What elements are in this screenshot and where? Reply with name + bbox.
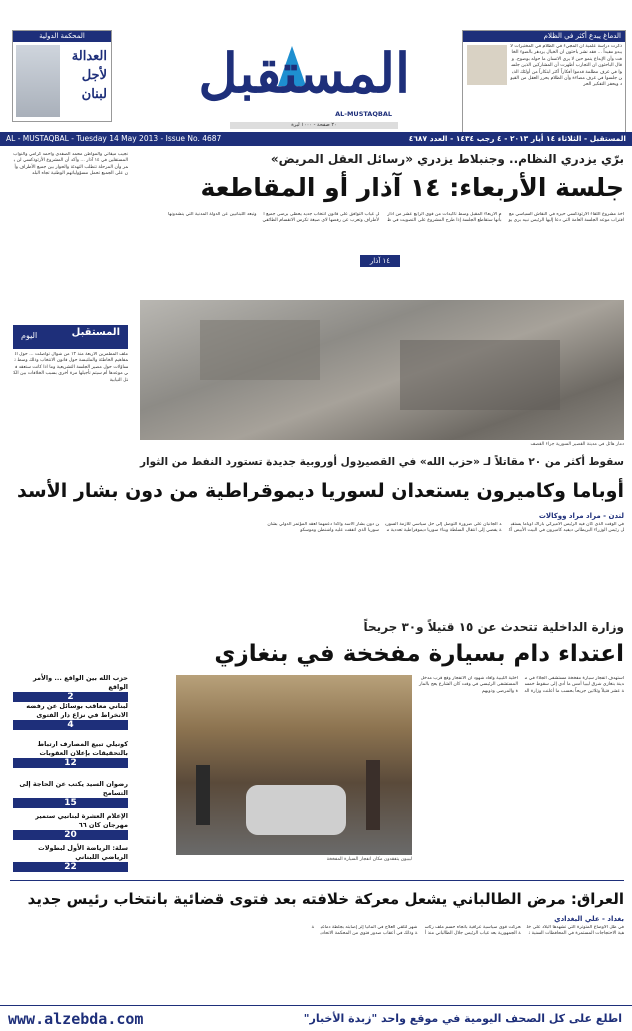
- story3-kicker: وزارة الداخلية تتحدث عن ١٥ قتيلاً و٣٠ جريحاً: [363, 620, 624, 634]
- photo3-caption: ليبيون يتفقدون مكان انفجار السيارة المفخخة: [326, 857, 412, 862]
- index-page: 22: [13, 862, 128, 872]
- tribunal-label: المحكمة الدولية: [13, 31, 111, 42]
- footer-banner[interactable]: [0, 1005, 632, 1031]
- index-item[interactable]: [13, 780, 128, 808]
- index-item[interactable]: [13, 812, 128, 840]
- sidebar-ad-brand: المستقبل: [71, 327, 120, 338]
- index-label: كونيلي تبيع المصارف ارتباط بالتحقيقات بإعلان العقوبات: [37, 740, 128, 757]
- story1-headline[interactable]: جلسة الأربعاء: ١٤ آذار أو المقاطعة: [200, 173, 624, 202]
- top-news-text: ذكرت دراسة علمية أن المجيء في الظلام في المختبرات لا يبدو مفيداً ... فقد نشر باحثون ان الخيال يزدهر بالضوء الخافت وأن الإبداع ينمو حين لا يرى الانسان ما حوله بوضوح. وقال الباحثون ان التجارب أظهرت أن المشاركين الذين جلسوا في غرف مظلمة قدموا أفكاراً أكثر ابتكاراً من أولئك الذين جلسوا في غرف مضاءة وأن الظلام يحرر العقل من القيود ويحفز التفكير الحر: [510, 44, 622, 88]
- divider: [10, 880, 624, 881]
- story2-kicker-bar: [140, 456, 624, 470]
- ribbon-arabic: المستقبل - الثلاثاء ١٤ أيار ٢٠١٣ - ٤ رجب ١٤٣٤ - العدد ٤٦٨٧: [408, 134, 626, 143]
- sidebar-mid-text: ملف المطمرين الأربعة منذ ١٢ من شوال تواصلت ... حول المفاهيم الخاطئة والملتبسة حول قانون الانتخاب وذلك وسط تساؤلات حول مصير الجلسة التشريعية وما اذا كانت ستعقد في موعدها أم سيتم تأجيلها مرة أخرى بسبب الخلافات بين الكتل النيابية: [13, 352, 128, 383]
- index-page: 12: [13, 758, 128, 768]
- index-page: 15: [13, 798, 128, 808]
- index-page: 4: [13, 720, 128, 730]
- story1-box: ١٤ آذار: [360, 255, 400, 267]
- ribbon-latin: AL - MUSTAQBAL - Tuesday 14 May 2013 - Issue No. 4687: [6, 134, 222, 143]
- photo1-caption: دمار هائل في مدينة القصير السورية جراء القصف: [530, 442, 624, 447]
- index-page: 20: [13, 830, 128, 840]
- logo-text: المستقبل: [198, 41, 410, 105]
- index-label: لبناني معاقب بوسائل عن رفضه الانخراط في نزاع دار الفتوى: [26, 702, 128, 719]
- index-item[interactable]: [13, 844, 128, 872]
- story1-text: أخذ مشروع اللقاء الأرثوذكسي حيزه في النقاش السياسي مع اقتراب موعد الجلسة العامة التي دعا إليها الرئيس نبيه بري يوم الأربعاء المقبل وسط تأكيدات من قوى الرابع عشر من آذار بأنها ستقاطع الجلسة إذا طرح المشروع على التصويت في ظل غياب التوافق على قانون انتخاب جديد يحظى برضى جميع الأطراف وتعرب عن رفضها لاي صيغة تكرس الانقسام الطائفي وتبعد اللبنانيين عن الدولة المدنية التي ينشدونها: [167, 212, 624, 224]
- sidebar-ad-tag: اليوم: [21, 331, 38, 340]
- story1-photo: [140, 300, 624, 440]
- portrait-photo: [16, 45, 60, 117]
- index-label: حزب الله بين الواقع ... والأمر الواقع: [32, 674, 128, 691]
- index-page: 2: [13, 692, 128, 702]
- sidebar-ad[interactable]: [13, 325, 128, 349]
- story2-kicker2: دول أوروبية جديدة تستورد النفط من الثوار: [140, 456, 362, 468]
- index-label: الإعلام العشرة لبنانيي ستمير مهرجان كان ٦٦: [35, 812, 128, 829]
- story3-headline[interactable]: اعتداء دام بسيارة مفخخة في بنغازي: [214, 641, 624, 667]
- story2-headline[interactable]: أوباما وكاميرون يستعدان لسوريا ديموقراطية من دون بشار الأسد: [17, 480, 624, 502]
- tribunal-slogan: العدالة لأجل لبنان: [71, 49, 107, 102]
- sidebar-top-text: نجيب ميقاتي والمواطن محمد الصفدي وأحمد كرامي والنواب المستقلين في ١٤ آذار ... وأكد أن المشروع الأرثوذكسي لن يمر وأن المرحلة تتطلب التهدئة والحوار بين جميع الأطراف وأن على الجميع تحمل مسؤولياتهم الوطنية تجاه البلد: [13, 152, 128, 177]
- story4-byline: بغداد - علي البغدادي: [554, 915, 624, 923]
- top-news-title: الدماغ يبدع أكثر في الظلام: [463, 31, 625, 42]
- price-strip: ٢٠ صفحة - ١٠٠٠ ليرة: [230, 122, 398, 129]
- index-item[interactable]: [13, 674, 128, 702]
- top-news-box[interactable]: [462, 30, 626, 134]
- footer-tagline: اطلع على كل الصحف اليومية في موقع واحد "زبدة الأخبار": [303, 1012, 622, 1025]
- top-news-photo: [467, 45, 507, 85]
- index-item[interactable]: [13, 702, 128, 730]
- footer-site[interactable]: www.alzebda.com: [8, 1010, 144, 1028]
- index-label: سلة: الرياضة الأول لبطولات الرياضي اللبناني: [38, 844, 128, 861]
- logo-latin: AL-MUSTAQBAL: [335, 110, 392, 118]
- story2-kicker: سقوط أكثر من ٢٠ مقاتلاً لـ «حزب الله» في القصير: [358, 456, 624, 468]
- index-item[interactable]: [13, 740, 128, 768]
- story2-byline: لندن - مراد مراد ووكالات: [538, 512, 624, 520]
- story4-text: في ظل الأوضاع المتوترة التي تشهدها البلاد على خلفية الاحتجاجات المستمرة في المحافظات السنية تحركت قوى سياسية عراقية باتجاه حسم ملف رئاسة الجمهورية بعد غياب الرئيس جلال الطالباني منذ أشهر لتلقي العلاج في ألمانيا إثر إصابته بجلطة دماغية وذلك في أعقاب صدور فتوى من المحكمة الاتحادية: [311, 925, 624, 937]
- date-ribbon: [0, 132, 632, 146]
- story3-text: استهدف انفجار سيارة مفخخة مستشفى الجلاء في مدينة بنغازي شرق ليبيا أمس ما أدى إلى سقوط خمسة عشر قتيلاً وثلاثين جريحاً بحسب ما أعلنت وزارة الداخلية الليبية وأفاد شهود أن الانفجار وقع قرب مدخل المستشفى الرئيسي في وقت كان الشارع يعج بالمارة والمرضى وذويهم: [419, 676, 624, 694]
- story4-headline[interactable]: العراق: مرض الطالباني يشعل معركة خلافته بعد فتوى قضائية بانتخاب رئيس جديد: [27, 890, 624, 908]
- story2-text: في الوقت الذي كان فيه الرئيس الأميركي باراك أوباما يستقبل رئيس الوزراء البريطاني ديفيد كاميرون في البيت الأبيض أكد الجانبان على ضرورة التوصل إلى حل سياسي للأزمة السورية يفضي إلى انتقال السلطة وبناء سوريا ديموقراطية تعددية من دون بشار الأسد وأكدا دعمهما لعقد المؤتمر الدولي بشأن سوريا الذي اتفقت عليه واشنطن وموسكو: [267, 522, 624, 534]
- index-label: رضوان السيد يكتب عن الحاجة إلى التسامح: [19, 780, 128, 797]
- story1-kicker: برّي يزدري النظام.. وجنبلاط يزدري «رسائل العقل المريض»: [270, 152, 624, 166]
- tribunal-box: [12, 30, 112, 122]
- masthead-logo: [130, 30, 430, 118]
- story3-photo: [176, 675, 412, 855]
